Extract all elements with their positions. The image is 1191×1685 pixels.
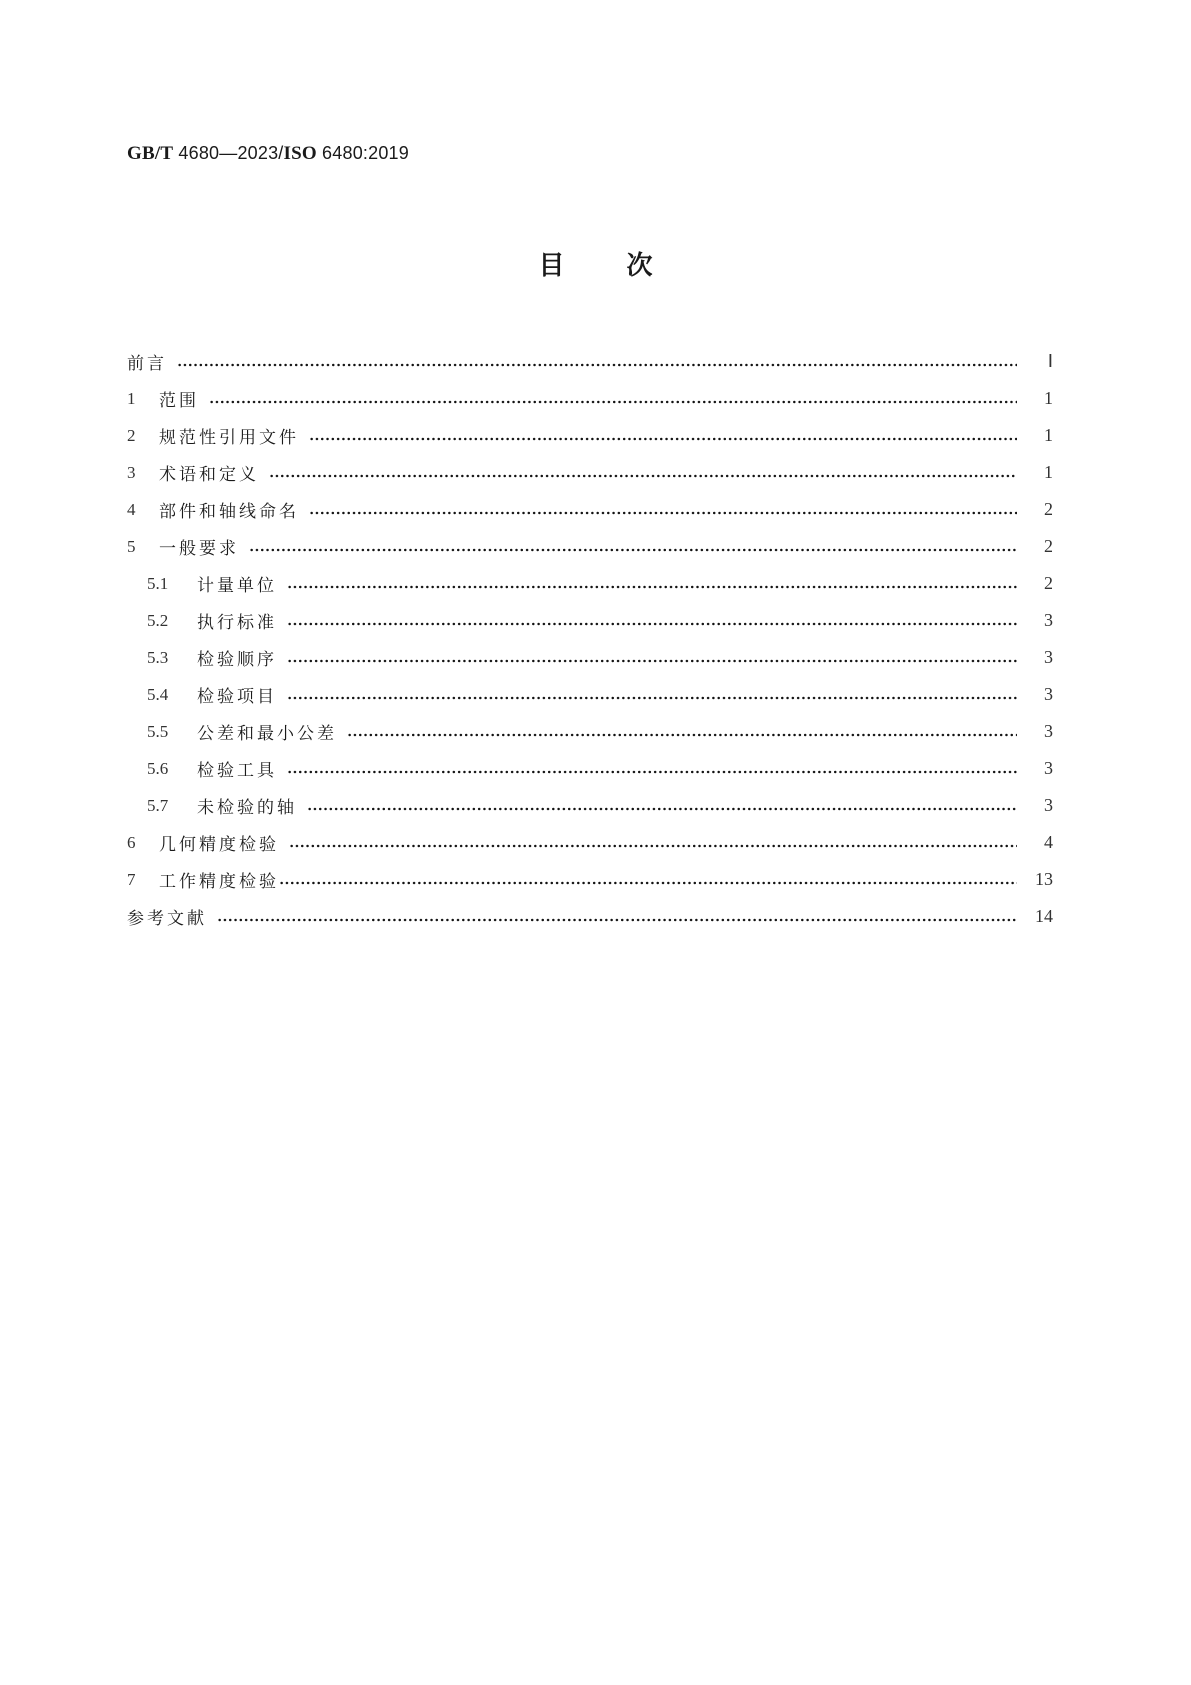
toc-entry-page: Ⅰ — [1047, 351, 1053, 371]
toc-entry-6[interactable] — [127, 824, 1053, 861]
dot-leader — [307, 807, 1017, 811]
toc-entry-label: 检验工具 — [197, 761, 277, 781]
dot-leader — [287, 659, 1017, 663]
toc-entry-5-2[interactable] — [127, 602, 1053, 639]
dot-leader — [289, 844, 1017, 848]
toc-entry-label: 检验项目 — [197, 687, 277, 707]
toc-entry-number: 5.3 — [147, 647, 169, 667]
toc-entry-number: 5 — [127, 536, 136, 556]
toc-entry-label: 几何精度检验 — [159, 835, 279, 855]
toc-entry-number: 5.6 — [147, 758, 169, 778]
toc-entry-label: 执行标准 — [197, 613, 277, 633]
dot-leader — [287, 585, 1017, 589]
toc-entry-page: 2 — [1044, 573, 1053, 593]
toc-entry-label: 计量单位 — [197, 576, 277, 596]
toc-entry-page: 1 — [1044, 462, 1053, 482]
toc-entry-5-4[interactable] — [127, 676, 1053, 713]
toc-entry-label: 公差和最小公差 — [197, 724, 337, 744]
dot-leader — [287, 770, 1017, 774]
dot-leader — [309, 511, 1017, 515]
dot-leader — [269, 474, 1017, 478]
std-prefix: GB/T — [127, 143, 174, 164]
toc-entry-5[interactable] — [127, 528, 1053, 565]
toc-title-char-2: 次 — [626, 251, 653, 281]
toc-entry-page: 3 — [1044, 795, 1053, 815]
iso-number: 6480:2019 — [316, 143, 409, 163]
toc-entry-5-7[interactable] — [127, 787, 1053, 824]
dot-leader — [249, 548, 1017, 552]
toc-entry-page: 3 — [1044, 684, 1053, 704]
toc-entry-number: 2 — [127, 425, 136, 445]
toc-title-char-1: 目 — [538, 251, 565, 281]
toc-entry-label: 范围 — [159, 391, 199, 411]
dot-leader — [217, 918, 1017, 922]
toc-entry-bibliography[interactable] — [127, 898, 1053, 935]
toc-entry-label: 术语和定义 — [159, 465, 259, 485]
toc-entry-label: 未检验的轴 — [197, 798, 297, 818]
dot-leader — [347, 733, 1017, 737]
dot-leader — [177, 363, 1017, 367]
toc-entry-page: 1 — [1044, 425, 1053, 445]
toc-entry-5-5[interactable] — [127, 713, 1053, 750]
toc-entry-number: 3 — [127, 462, 136, 482]
toc-entry-page: 14 — [1035, 906, 1053, 926]
dot-leader — [287, 696, 1017, 700]
toc-entry-label: 一般要求 — [159, 539, 239, 559]
toc-entry-4[interactable] — [127, 491, 1053, 528]
toc-entry-number: 4 — [127, 499, 136, 519]
toc-entry-label: 参考文献 — [127, 909, 207, 929]
std-number: 4680—2023/ — [173, 143, 284, 163]
dot-leader — [287, 622, 1017, 626]
table-of-contents — [127, 343, 1053, 935]
document-header — [127, 143, 409, 165]
dot-leader — [279, 881, 1017, 885]
toc-entry-label: 规范性引用文件 — [159, 428, 299, 448]
toc-entry-5-6[interactable] — [127, 750, 1053, 787]
toc-entry-3[interactable] — [127, 454, 1053, 491]
toc-entry-foreword[interactable] — [127, 343, 1053, 380]
toc-entry-page: 3 — [1044, 721, 1053, 741]
toc-entry-number: 6 — [127, 832, 136, 852]
toc-entry-label: 工作精度检验 — [159, 872, 279, 892]
toc-entry-page: 3 — [1044, 758, 1053, 778]
dot-leader — [209, 400, 1017, 404]
toc-entry-number: 5.4 — [147, 684, 169, 704]
toc-entry-page: 4 — [1044, 832, 1053, 852]
toc-entry-label: 前言 — [127, 354, 167, 374]
toc-entry-page: 1 — [1044, 388, 1053, 408]
toc-entry-5-1[interactable] — [127, 565, 1053, 602]
toc-entry-1[interactable] — [127, 380, 1053, 417]
toc-entry-page: 3 — [1044, 610, 1053, 630]
toc-entry-5-3[interactable] — [127, 639, 1053, 676]
toc-entry-number: 7 — [127, 869, 136, 889]
toc-entry-number: 5.2 — [147, 610, 169, 630]
toc-entry-number: 1 — [127, 388, 136, 408]
toc-entry-page: 2 — [1044, 499, 1053, 519]
toc-entry-number: 5.5 — [147, 721, 169, 741]
toc-entry-number: 5.7 — [147, 795, 169, 815]
toc-entry-page: 13 — [1035, 869, 1053, 889]
toc-title — [0, 245, 1191, 282]
iso-prefix: ISO — [283, 143, 317, 164]
dot-leader — [309, 437, 1017, 441]
toc-entry-page: 2 — [1044, 536, 1053, 556]
toc-entry-page: 3 — [1044, 647, 1053, 667]
toc-entry-number: 5.1 — [147, 573, 169, 593]
toc-entry-label: 部件和轴线命名 — [159, 502, 299, 522]
toc-entry-2[interactable] — [127, 417, 1053, 454]
toc-entry-label: 检验顺序 — [197, 650, 277, 670]
toc-entry-7[interactable] — [127, 861, 1053, 898]
